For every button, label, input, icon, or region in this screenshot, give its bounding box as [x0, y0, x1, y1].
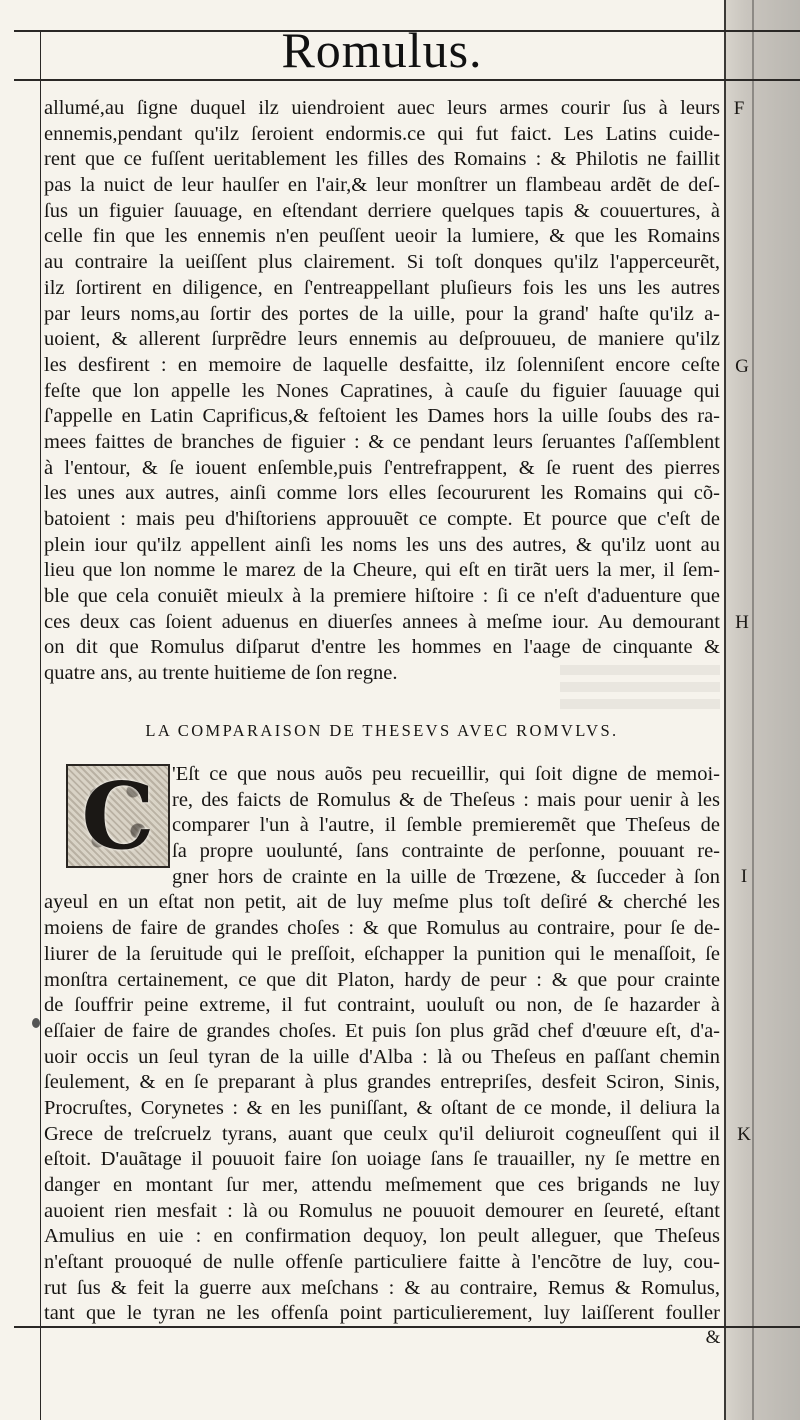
text-line: batoient : mais peu d'hiſtoriens approuuẽt ce compte. Et pource que c'eſt de	[44, 508, 720, 530]
marginal-letter-i: I	[740, 866, 748, 887]
text-line: rent que ce fuſſent ueritablement les filles des Romains : & Philotis ne faillit	[44, 148, 720, 171]
ink-blot	[32, 1018, 40, 1028]
text-line: mees faittes de branches de figuier : & ce pendant leurs ſeruantes ſ'aſſemblent	[44, 430, 720, 453]
text-line: quatre ans, au trente huitieme de ſon regne.	[44, 662, 398, 685]
text-line: comparer l'un à l'autre, il ſemble premieremẽt que Theſeus de	[172, 814, 720, 837]
text-line: ſeulement, & en ſe preparant à plus grandes entrepriſes, desfeit Sciron, Sinis,	[44, 1071, 720, 1094]
marginal-letter-k: K	[737, 1124, 751, 1145]
text-line: plein iour qu'ilz appellent ainſi les noms les uns des autres, & qu'ilz uont au	[44, 533, 720, 556]
text-line: tant que le tyran ne les offenſa point particulierement, luy laiſſerent fouller	[44, 1302, 720, 1325]
text-line: au contraire la ueiſſent plus clairement. Si toſt donques qu'ilz l'apperceurẽt,	[44, 251, 720, 274]
text-line: Amulius en uie : en confirmation dequoy, lon peult alleguer, que Theſeus	[44, 1225, 720, 1248]
gutter-shadow	[724, 0, 800, 1420]
text-line: ces deux cas ſoient aduenus en diuerſes annees à meſme iour. Au demourant	[44, 610, 720, 633]
text-line: ſa propre uoulunté, ſans contrainte de perſonne, pouuant re-	[172, 840, 720, 863]
body-text	[44, 96, 720, 687]
text-line: n'eſtant prouoqué de nulle offenſe particuliere faitte à l'encõtre de luy, cou-	[44, 1251, 720, 1274]
gutter-line	[724, 0, 726, 1420]
text-line: re, des faicts de Romulus & de Theſeus : mais pour uenir à les	[172, 788, 720, 811]
text-line: liurer de la ſeruitude qui le preſſoit, eſchapper la punition qui le menaſſoit, ſe	[44, 942, 720, 965]
text-line: danger en montant ſur mer, attendu meſmement que ces brigands ne luy	[44, 1174, 720, 1196]
text-line: ilz ſortirent en diligence, en ſ'entreappellant pluſieurs fois les uns les autres	[44, 276, 720, 299]
text-line: ſus un figuier ſauuage, en eſtendant derriere quelques tapis & couuertures, à	[44, 199, 720, 222]
text-line: par leurs noms,au ſortir des portes de la uille, pour la grand' haſte qu'ilz a-	[44, 302, 720, 325]
text-line: celle fin que les ennemis n'en peuſſent ueoir la lumiere, & que les Romains	[44, 225, 720, 248]
drop-cap-letter: C	[81, 762, 155, 870]
text-line: moiens de faire de grandes choſes : & que Romulus au contraire, pour ſe de-	[44, 917, 720, 940]
text-line: auoient rien mesfait : là ou Romulus ne pouuoit demourer en ſeureté, eſtant	[44, 1199, 720, 1222]
show-through	[560, 665, 720, 715]
text-line: à l'entour, & ſe iouent enſemble,puis ſ'entrefrappent, & ſe ruent des pierres	[44, 456, 720, 479]
text-line: ayeul en un eſtat non petit, ait de luy meſme plus toſt deſiré & cherché les	[44, 891, 720, 914]
marginal-letter-g: G	[735, 356, 749, 377]
text-line: ſ'appelle en Latin Caprificus,& feſtoient les Dames hors la uille ſoubs des ra-	[44, 405, 720, 428]
marginal-letter-h: H	[735, 612, 749, 633]
comparison-text	[44, 762, 720, 1327]
text-line: on dit que Romulus diſparut d'entre les hommes en l'aage de cinquante &	[44, 636, 720, 659]
text-line: les desfirent : en memoire de laquelle desfaitte, ilz ſolenniſent encore ceſte	[44, 353, 720, 376]
text-line: les unes aux autres, ainſi comme lors elles ſecoururent les Romains qui cõ-	[44, 482, 720, 505]
text-line: uoir occis un ſeul tyran de la uille d'Alba : là ou Theſeus en paſſant chemin	[44, 1045, 720, 1068]
text-line: feſte que lon appelle les Nones Capratines, à cauſe du figuier ſauuage qui	[44, 379, 720, 402]
text-line: de ſouffrir peine extreme, il fut contraint, uouluſt ou non, de ſe hazarder à	[44, 994, 720, 1017]
text-line: ennemis,pendant qu'ilz ſeroient endormis.ce qui fut faict. Les Latins cuide-	[44, 122, 720, 145]
text-line: ble que cela conuiẽt mieulx à la premiere hiſtoire : ſi ce n'eſt d'aduenture que	[44, 585, 720, 608]
text-line: pas la nuict de leur haulſer en l'air,& leur monſtrer un flambeau ardẽt de deſ-	[44, 174, 720, 197]
text-line: allumé,au ſigne duquel ilz uiendroient auec leurs armes courir ſus à leurs	[44, 97, 720, 119]
text-line: Grece de treſcruelz tyrans, auant que ceulx qu'il deliuroit cogneuſſent qui il	[44, 1122, 720, 1145]
text-line: eſtoit. D'auãtage il pouuoit faire ſon uoiage ſans ſe trauailler, ny ſe mettre en	[44, 1148, 720, 1171]
section-heading: LA COMPARAISON DE THESEVS AVEC ROMVLVS.	[145, 721, 619, 740]
text-line: gner hors de crainte en la uille de Trœzene, & ſucceder à ſon	[172, 865, 720, 888]
catchword: &	[705, 1327, 721, 1348]
text-line: monſtra certainement, ce que dit Platon, hardy de peur : & que pour crainte	[44, 968, 720, 991]
page-edge-line	[752, 0, 754, 1420]
text-line: lieu que lon nomme le marez de la Cheure, qui eſt en tirãt uers la mer, il ſem-	[44, 559, 720, 582]
marginal-letter-f: F	[733, 98, 745, 119]
text-line: eſſaier de faire de grandes choſes. Et puis ſon plus grãd chef d'œuure eſt, d'a-	[44, 1019, 720, 1042]
text-line: rut ſus & feit la guerre aux meſchans : & au contraire, Remus & Romulus,	[44, 1276, 720, 1299]
text-line: 'Eſt ce que nous auõs peu recueillir, qui ſoit digne de memoi-	[172, 763, 720, 785]
text-line: Procruſtes, Corynetes : & en les puniſſant, & oſtant de ce monde, il deliura la	[44, 1096, 720, 1119]
running-head: Romulus.	[281, 22, 483, 78]
frame-rule-left	[40, 30, 41, 1420]
text-line: uoient, & allerent ſurprẽdre leurs ennemis au deſprouueu, de maniere qu'ilz	[44, 328, 720, 351]
